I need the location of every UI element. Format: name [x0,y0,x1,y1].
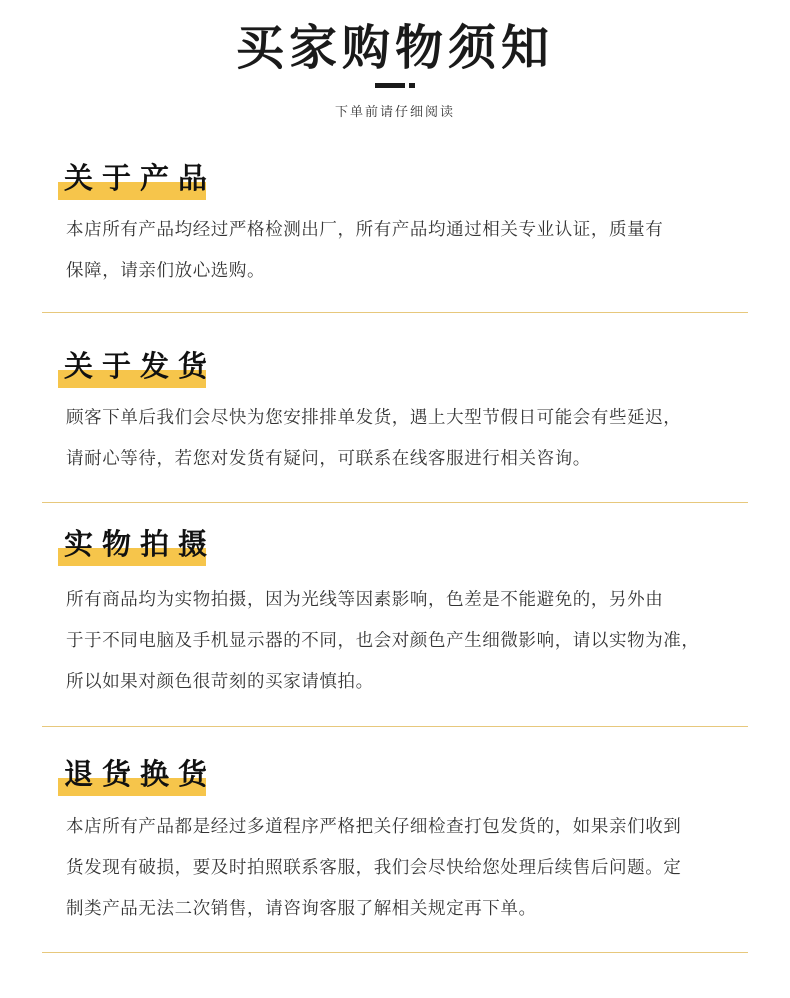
section-divider [42,312,748,313]
section-heading-text: 关于产品 [64,161,217,195]
title-underline [375,83,405,88]
section-heading [58,754,216,798]
section-divider [42,952,748,953]
section-heading [58,158,216,202]
body-line: 本店所有产品均经过严格检测出厂，所有产品均通过相关专业认证，质量有 [66,220,664,240]
body-line: 所以如果对颜色很苛刻的买家请慎拍。 [66,672,374,692]
section-divider [42,726,748,727]
body-line: 所有商品均为实物拍摄，因为光线等因素影响，色差是不能避免的，另外由 [66,590,664,610]
section-heading-text: 关于发货 [64,349,217,383]
body-line: 于于不同电脑及手机显示器的不同，也会对颜色产生细微影响，请以实物为准， [66,631,700,651]
body-line: 制类产品无法二次销售，请咨询客服了解相关规定再下单。 [66,899,537,919]
section-body [66,580,756,703]
body-line: 请耐心等待，若您对发货有疑问，可联系在线客服进行相关咨询。 [66,449,591,469]
title-underline-dot [409,83,415,88]
section-body [66,210,756,292]
section-heading-text: 实物拍摄 [64,527,217,561]
body-line: 顾客下单后我们会尽快为您安排排单发货，遇上大型节假日可能会有些延迟， [66,408,682,428]
section-body [66,807,756,930]
section-body [66,398,756,480]
body-line: 保障，请亲们放心选购。 [66,261,266,281]
section-heading-text: 退货换货 [64,757,217,791]
page-subtitle: 下单前请仔细阅读 [334,105,455,120]
body-line: 货发现有破损，要及时拍照联系客服，我们会尽快给您处理后续售后问题。定 [66,858,682,878]
page-title: 买家购物须知 [235,20,554,76]
section-heading [58,524,216,568]
section-heading [58,346,216,390]
body-line: 本店所有产品都是经过多道程序严格把关仔细检查打包发货的，如果亲们收到 [66,817,682,837]
section-divider [42,502,748,503]
